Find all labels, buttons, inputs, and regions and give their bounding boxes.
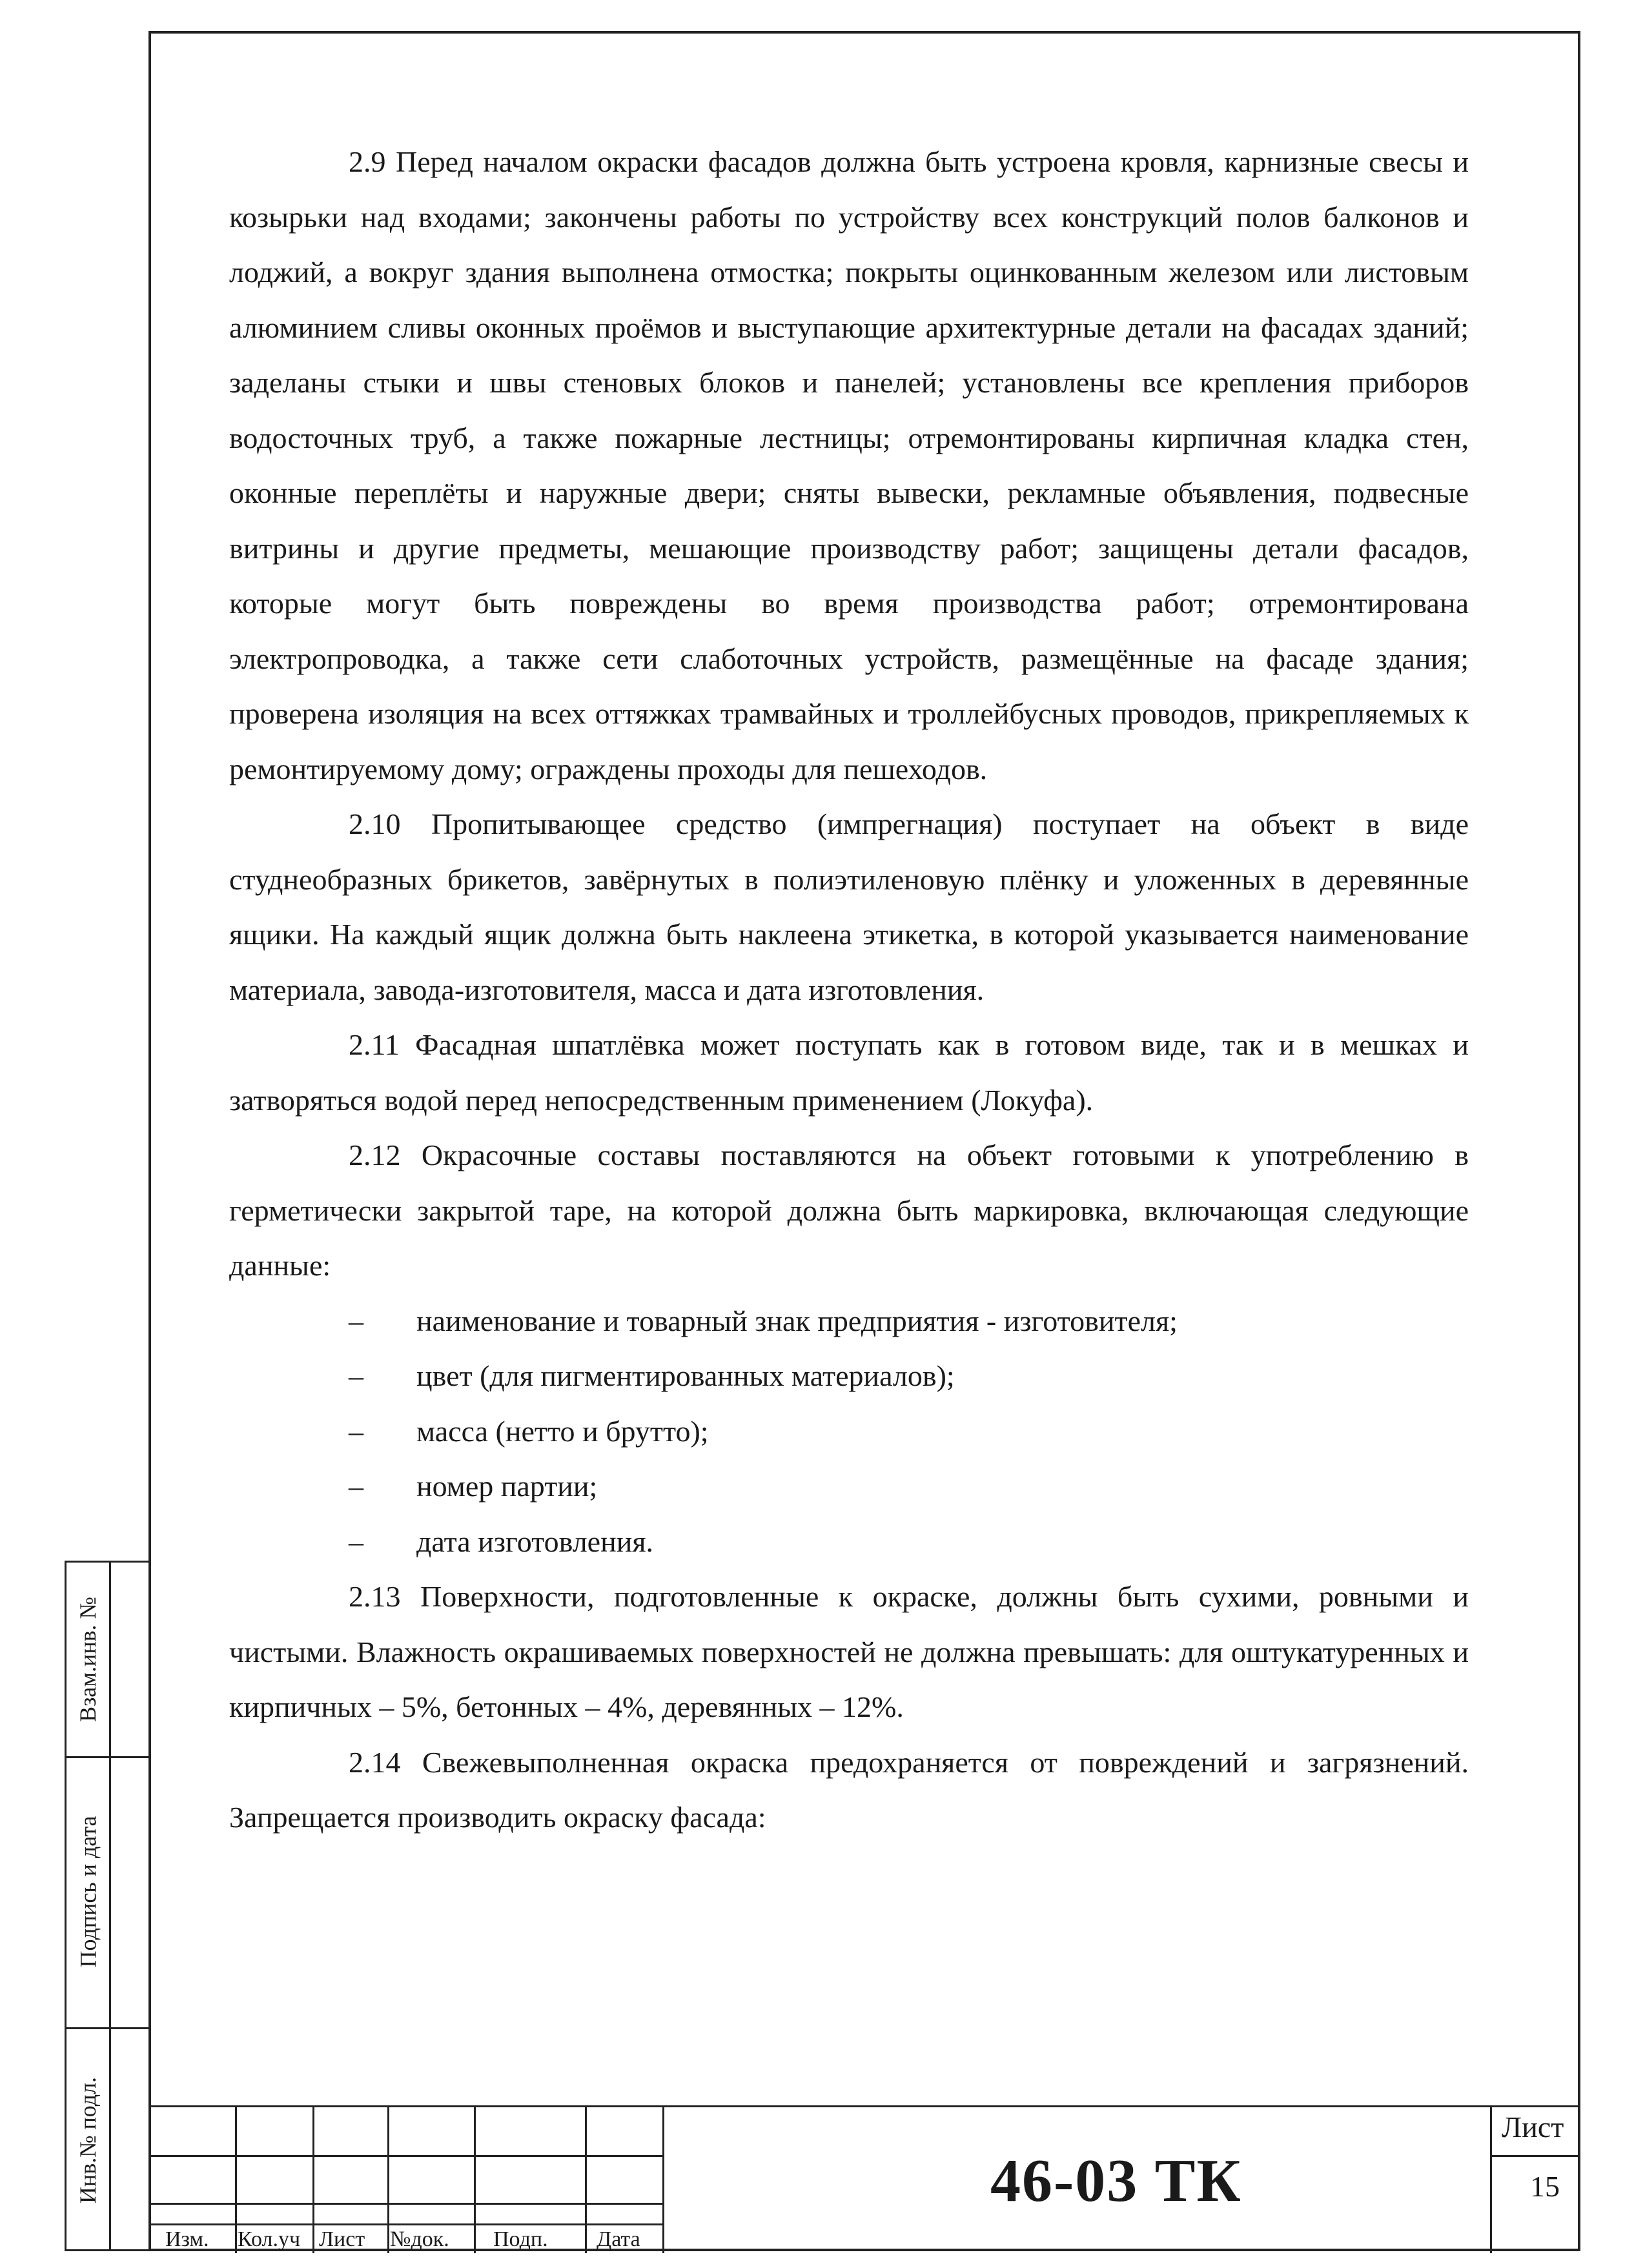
tb-line [235,2107,237,2253]
document-body [229,134,1469,1845]
tb-line [151,2203,662,2205]
sidebar-label-signature-date: Подпись и дата [75,1816,101,1968]
tb-line [1490,2155,1580,2157]
tb-line [662,2107,664,2253]
tb-line [151,2155,662,2157]
list-item: – дата изготовления. [229,1514,1469,1570]
tb-line [585,2107,587,2253]
tb-col-kol: Кол.уч [238,2227,301,2251]
paragraph-2-13: 2.13 Поверхности, подготовленные к окраске, должны быть сухими, ровными и чистыми. Влажность окрашиваемых поверхностей не должна превышать: для оштукатуренных и кирпичных – 5%, бетонных – 4%, деревянных – 12%. [229,1580,1469,1723]
dash-bullet: – [349,1414,363,1448]
sidebar-label-inv-podl: Инв.№ подл. [75,2076,101,2204]
list-item: – масса (нетто и брутто); [229,1404,1469,1459]
sheet-number: 15 [1530,2170,1560,2203]
paragraph-2-9: 2.9 Перед началом окраски фасадов должна быть устроена кровля, карнизные свесы и козырьки над входами; закончены работы по устройству всех конструкций полов балконов и лоджий, а вокруг здания выполнена отмостка; покрыты оцинкованным железом или листовым алюминием сливы оконных проёмов и выступающие архитектурные детали на фасадах зданий; заделаны стыки и швы стеновых блоков и панелей; установлены все крепления приборов водосточных труб, а также пожарные лестницы; отремонтированы кирпичная кладка стен, оконные переплёты и наружные двери; сняты вывески, рекламные объявления, подвесные витрины и другие предметы, мешающие производству работ; защищены детали фасадов, которые могут быть повреждены во время производства работ; отремонтирована электропроводка, а также сети слаботочных устройств, размещённые на фасаде здания; проверена изоляция на всех оттяжках трамвайных и троллейбусных проводов, прикрепляемых к ремонтируемому дому; ограждены проходы для пешеходов. [229,145,1469,785]
sidebar-stamp [65,1561,151,2251]
paragraph-2-10: 2.10 Пропитывающее средство (импрегнация) поступает на объект в виде студнеобразных брикетов, завёрнутых в полиэтиленовую плёнку и уложенных в деревянные ящики. На каждый ящик должна быть наклеена этикетка, в которой указывается наименование материала, завода-изготовителя, масса и дата изготовления. [229,807,1469,1006]
marking-list [229,1293,1469,1570]
tb-line [312,2107,314,2253]
sidebar-divider [109,1563,111,2249]
tb-line [474,2107,476,2253]
dash-bullet: – [349,1359,363,1392]
tb-line [1490,2107,1492,2253]
paragraph-2-14: 2.14 Свежевыполненная окраска предохраняется от повреждений и загрязнений. Запрещается производить окраску фасада: [229,1745,1469,1834]
list-item: – цвет (для пигментированных материалов); [229,1348,1469,1404]
tb-col-podp: Подп. [493,2227,548,2251]
tb-col-data: Дата [597,2227,640,2251]
paragraph-2-12: 2.12 Окрасочные составы поставляются на объект готовыми к употреблению в герметически закрытой таре, на которой должна быть маркировка, включающая следующие данные: [229,1139,1469,1282]
tb-line [387,2107,389,2253]
tb-col-list: Лист [319,2227,365,2251]
document-code: 46-03 ТК [990,2147,1242,2214]
list-item: – наименование и товарный знак предприятия - изготовителя; [229,1293,1469,1349]
tb-col-ndok: №док. [390,2227,449,2251]
tb-col-izm: Изм. [165,2227,209,2251]
dash-bullet: – [349,1470,363,1503]
sheet-label: Лист [1502,2111,1564,2143]
title-block [151,2105,1580,2253]
tb-line [151,2223,662,2225]
paragraph-2-11: 2.11 Фасадная шпатлёвка может поступать как в готовом виде, так и в мешках и затворяться водой перед непосредственным применением (Локуфа). [229,1028,1469,1117]
list-item: – номер партии; [229,1459,1469,1514]
sidebar-label-zam-inv: Взам.инв. № [75,1597,101,1722]
dash-bullet: – [349,1304,363,1337]
dash-bullet: – [349,1524,363,1558]
